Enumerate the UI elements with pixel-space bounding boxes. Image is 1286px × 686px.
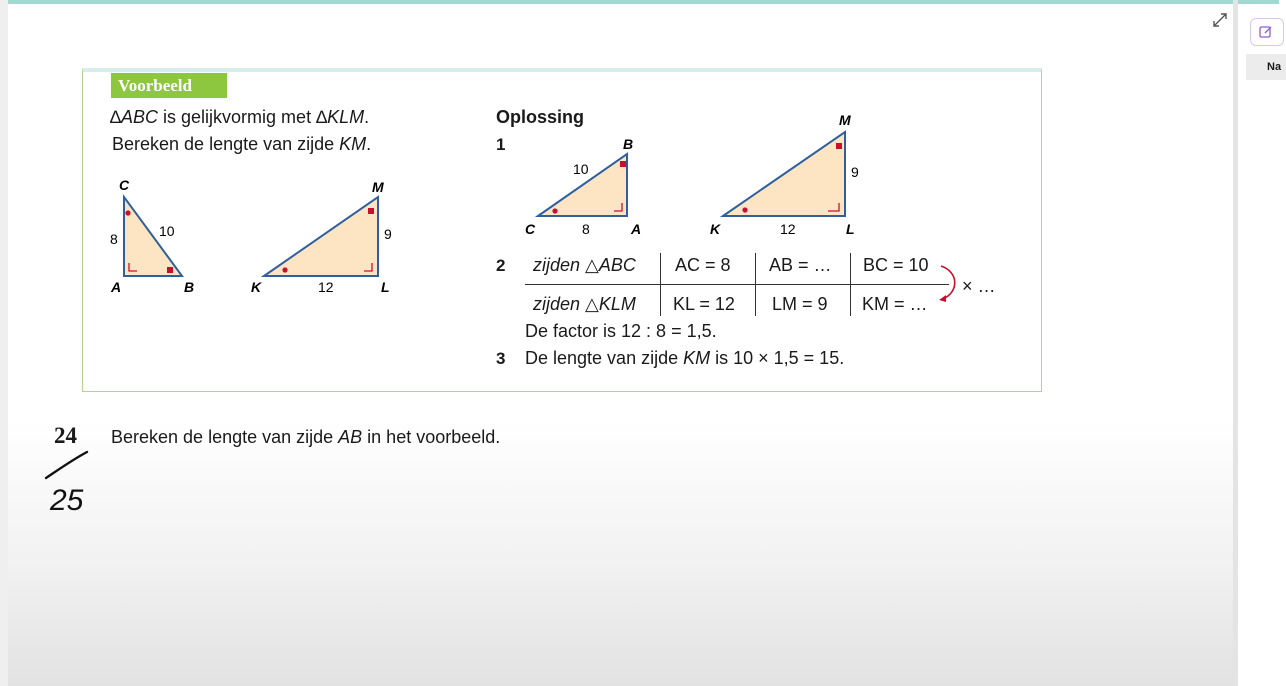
side-panel xyxy=(1238,4,1282,686)
side-label-cb: 10 xyxy=(159,223,175,239)
vertex-label-l: L xyxy=(381,279,390,295)
edit-button[interactable] xyxy=(1250,18,1284,46)
vertex-label-k: K xyxy=(251,279,262,295)
table-row2-cell3: KM = … xyxy=(862,294,928,314)
solution-figure xyxy=(515,108,875,240)
table-row1-cell2: AB = … xyxy=(769,255,832,275)
table-row2-label: zijden △KLM xyxy=(533,294,636,314)
top-progress-bar xyxy=(0,0,1279,4)
expand-icon[interactable] xyxy=(1212,12,1228,28)
step-3-text: De lengte van zijde KM is 10 × 1,5 = 15. xyxy=(525,348,845,368)
solution-angle-mark-m xyxy=(836,143,842,149)
table-col-divider xyxy=(660,253,661,316)
table-col-divider xyxy=(755,253,756,316)
table-row1-cell1: AC = 8 xyxy=(675,255,731,275)
handwritten-annotation xyxy=(30,448,100,518)
handwritten-annotation-text: 25 xyxy=(50,484,84,517)
angle-mark-c xyxy=(125,210,130,215)
solution-side-ca: 8 xyxy=(582,221,590,237)
side-label-kl: 12 xyxy=(318,279,334,295)
solution-angle-mark-k xyxy=(742,207,747,212)
solution-vertex-k: K xyxy=(710,221,721,237)
step-1-number: 1 xyxy=(496,135,506,154)
table-row-divider xyxy=(525,284,949,285)
edit-icon xyxy=(1259,25,1273,39)
side-label-ca: 8 xyxy=(110,231,118,247)
multiplier-label: × … xyxy=(962,276,996,296)
solution-heading: Oplossing xyxy=(496,107,585,127)
solution-vertex-c: C xyxy=(525,221,536,237)
side-label-lm: 9 xyxy=(384,226,392,242)
angle-mark-b xyxy=(167,267,173,273)
solution-vertex-l: L xyxy=(846,221,855,237)
vertex-label-m: M xyxy=(372,179,384,195)
triangle-klm xyxy=(264,197,378,276)
curved-arrow-icon xyxy=(935,262,965,304)
solution-vertex-m: M xyxy=(839,112,851,128)
exercise-number: 24 xyxy=(54,423,77,448)
example-figure xyxy=(100,170,400,300)
side-panel-tab[interactable]: Na xyxy=(1246,54,1286,80)
table-row1-cell3: BC = 10 xyxy=(863,255,929,275)
example-prompt-line1: ∆ABC is gelijkvormig met ∆KLM. xyxy=(110,107,370,127)
solution-angle-mark-c xyxy=(552,208,557,213)
solution-triangle-klm xyxy=(723,132,845,216)
example-tag: Voorbeeld xyxy=(111,73,227,98)
angle-mark-k xyxy=(282,267,287,272)
vertex-label-a: A xyxy=(111,279,122,295)
solution-side-cb: 10 xyxy=(573,161,589,177)
table-row2-cell2: LM = 9 xyxy=(772,294,828,314)
solution-vertex-a: A xyxy=(631,221,642,237)
factor-text: De factor is 12 : 8 = 1,5. xyxy=(525,321,717,341)
solution-side-kl: 12 xyxy=(780,221,796,237)
step-3-number: 3 xyxy=(496,349,506,368)
step-2-number: 2 xyxy=(496,256,506,275)
table-row1-label: zijden △ABC xyxy=(533,255,636,275)
vertex-label-b: B xyxy=(184,279,195,295)
table-row2-cell1: KL = 12 xyxy=(673,294,735,314)
exercise-text: Bereken de lengte van zijde AB in het voorbeeld. xyxy=(111,427,501,447)
example-prompt-line2: Bereken de lengte van zijde KM. xyxy=(112,134,372,154)
left-edge xyxy=(0,0,8,686)
angle-mark-m xyxy=(368,208,374,214)
solution-side-lm: 9 xyxy=(851,164,859,180)
solution-angle-mark-b xyxy=(620,161,626,167)
solution-vertex-b: B xyxy=(623,136,634,152)
vertex-label-c: C xyxy=(119,177,130,193)
table-col-divider xyxy=(850,253,851,316)
